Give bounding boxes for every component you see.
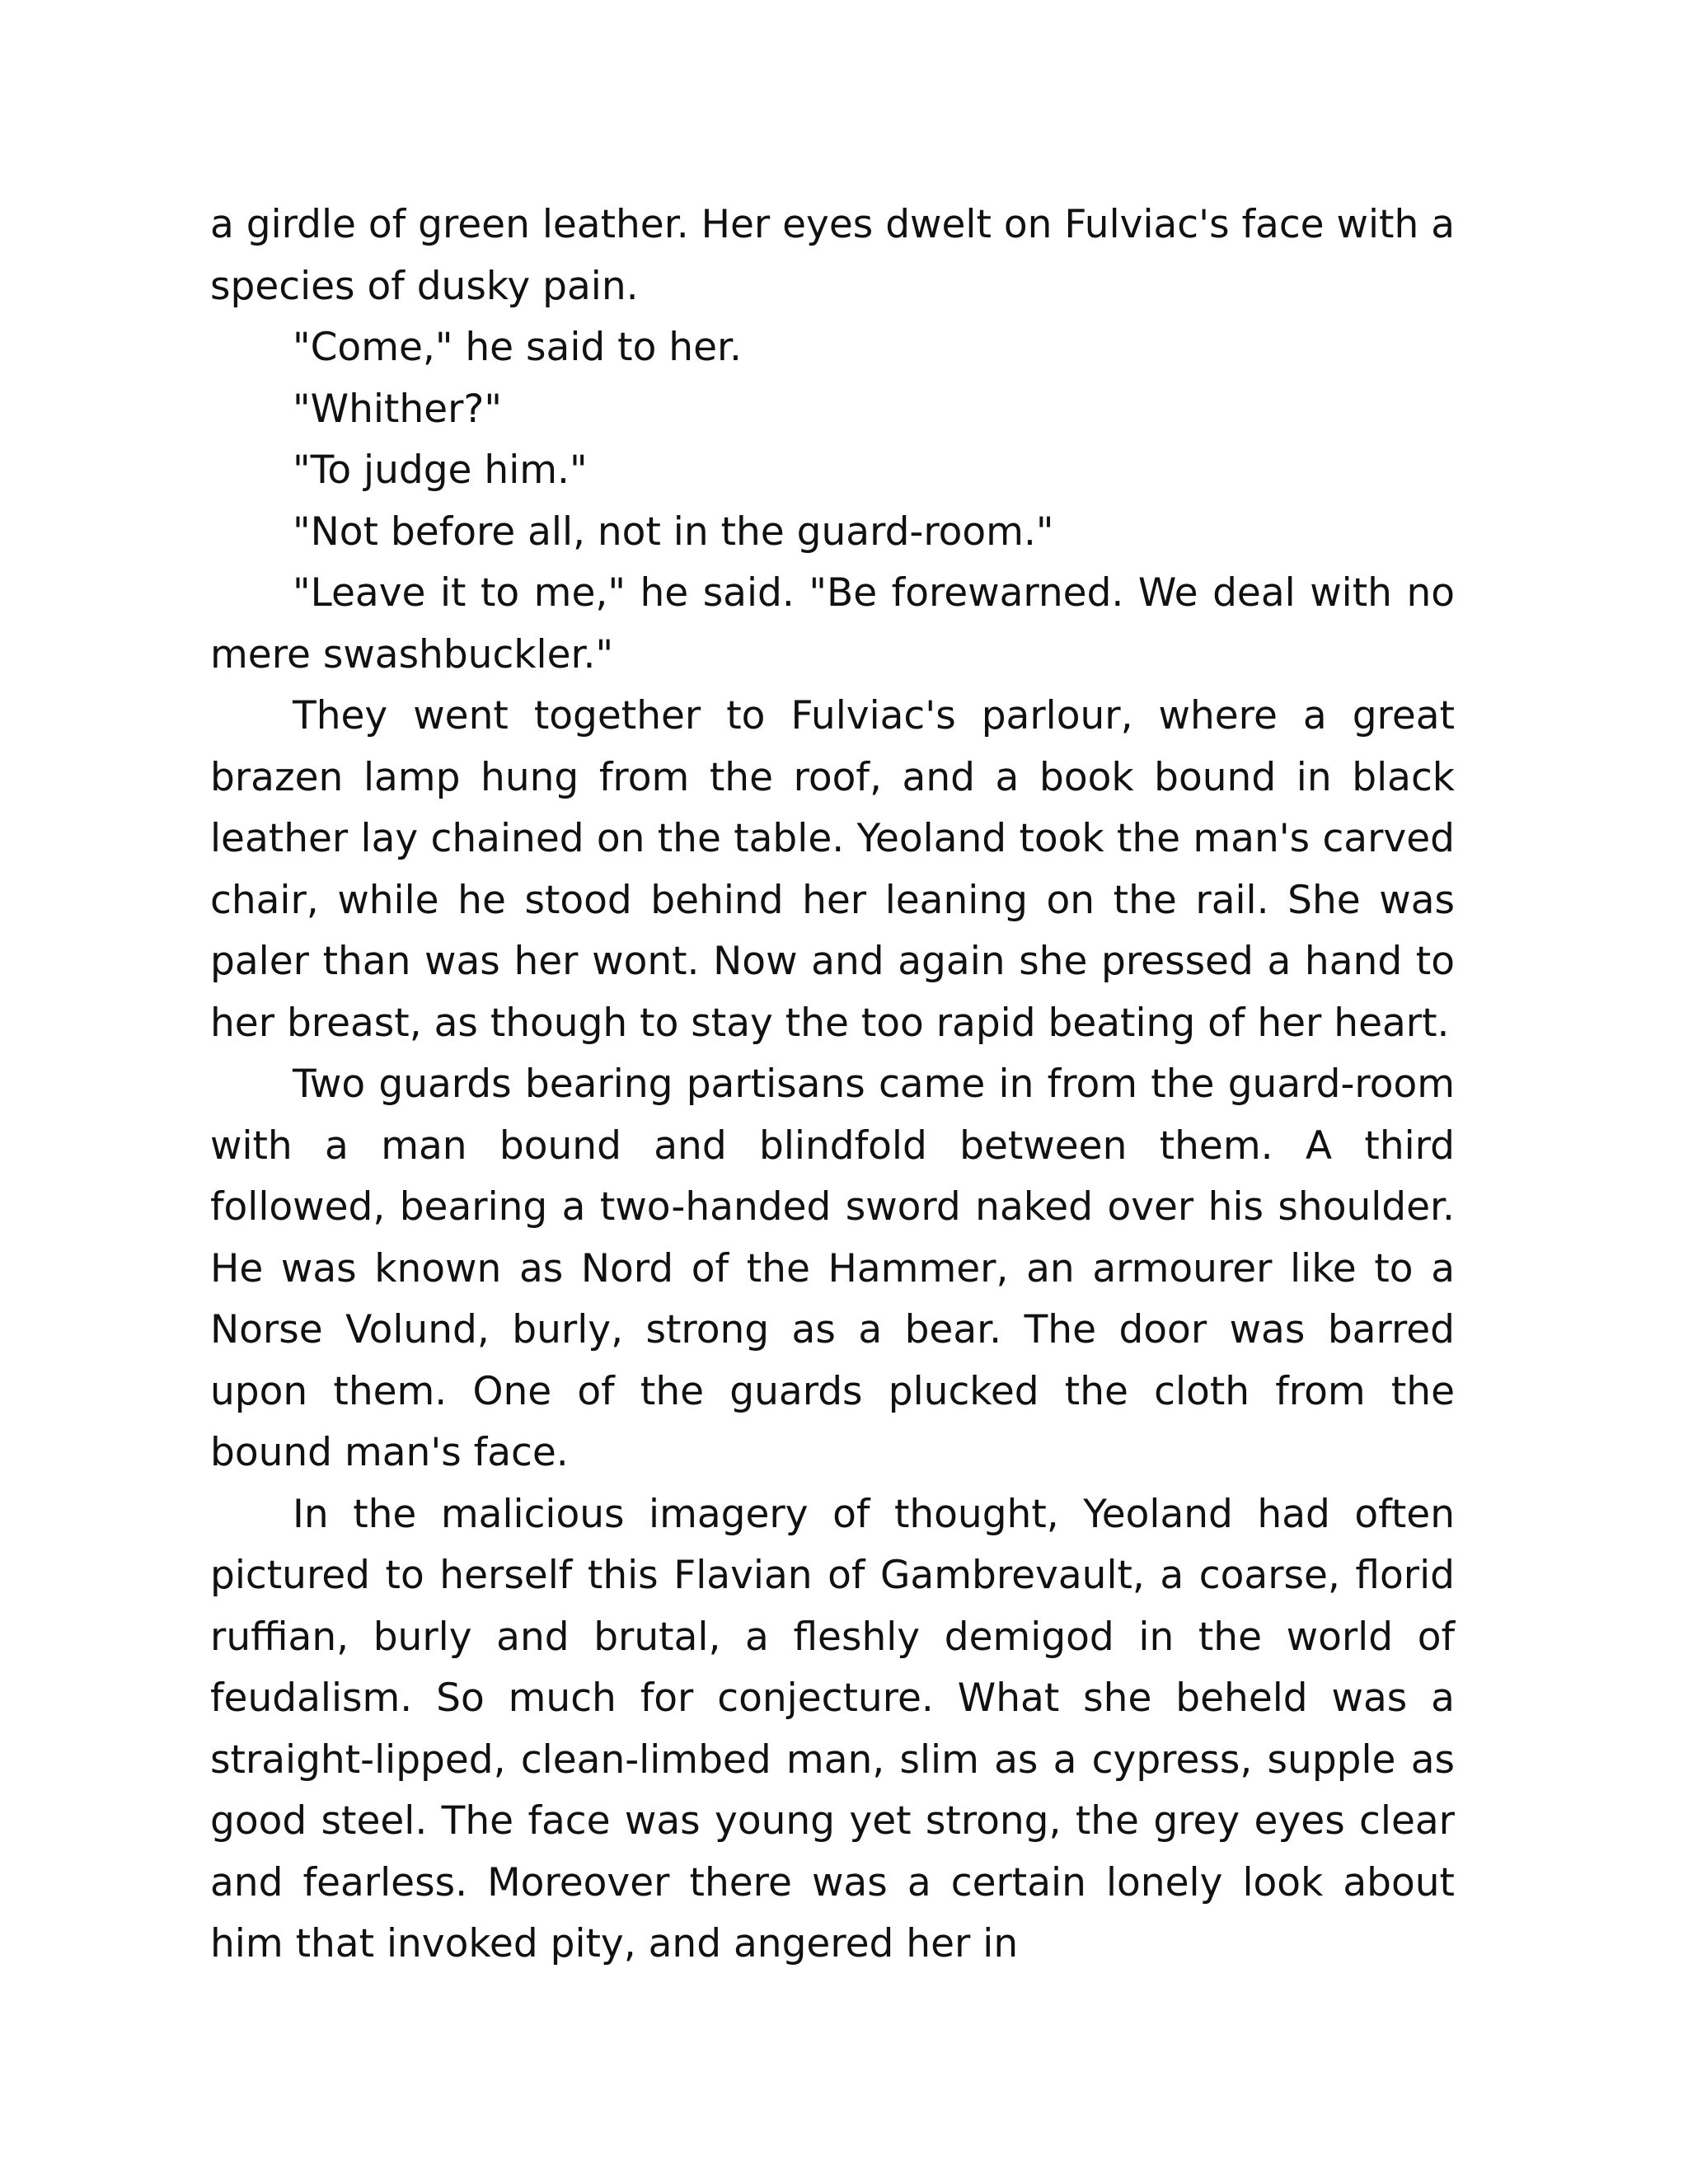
paragraph-dialogue-come: "Come," he said to her. (293, 325, 742, 370)
paragraph-continued: a girdle of green leather. Her eyes dwelt on Fulviac's face with a species of dusky pain. (210, 202, 1455, 309)
paragraph-dialogue-not-before: "Not before all, not in the guard-room." (293, 509, 1054, 555)
paragraph-dialogue-whither: "Whither?" (293, 386, 502, 432)
paragraph-dialogue-judge: "To judge him." (293, 448, 588, 493)
paragraph-flavian: In the malicious imagery of thought, Yeoland had often pictured to herself this Flavian of Gambrevault, a coarse, florid ruffian, burly and brutal, a fleshly demigod in the world of feudalism. So much for conjecture. What she beheld was a straight-lipped, clean-limbed man, slim as a cypress, supple as good steel. The face was young yet strong, the grey eyes clear and fearless. Moreover there was a certain lonely look about him that invoked pity, and angered her in (210, 1491, 1455, 1966)
paragraph-parlour: They went together to Fulviac's parlour, where a great brazen lamp hung from the roof, and a book bound in black leather lay chained on the table. Yeoland took the man's carved chair, while he stood behind her leaning on the rail. She was paler than was her wont. Now and again she pressed a hand to her breast, as though to stay the too rapid beating of her heart. (210, 693, 1455, 1046)
body-text (210, 194, 1455, 1975)
paragraph-guards: Two guards bearing partisans came in from the guard-room with a man bound and blindfold between them. A third followed, bearing a two-handed sword naked over his shoulder. He was known as Nord of the Hammer, an armourer like to a Norse Volund, burly, strong as a bear. The door was barred upon them. One of the guards plucked the cloth from the bound man's face. (210, 1062, 1455, 1475)
paragraph-dialogue-leave-it: "Leave it to me," he said. "Be forewarned. We deal with no mere swashbuckler." (210, 570, 1455, 677)
